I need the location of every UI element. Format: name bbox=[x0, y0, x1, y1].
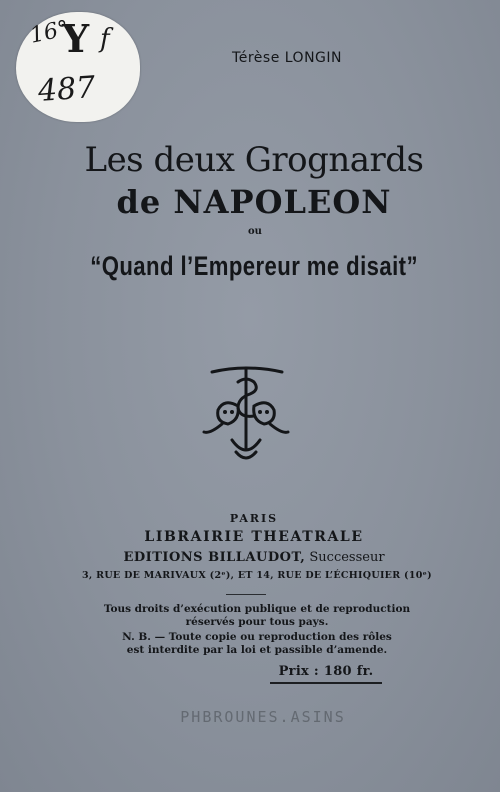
notice-line-1: N. B. — Toute copie ou reproduction des rôles bbox=[122, 631, 392, 643]
title-line-1: Les deux Grognards bbox=[84, 140, 424, 180]
theatre-masks-monogram-icon bbox=[198, 362, 294, 466]
library-label-mark-b: Y bbox=[62, 16, 90, 61]
rights-line-2: réservés pour tous pays. bbox=[185, 616, 329, 628]
library-label-shelfmark: 487 bbox=[36, 70, 97, 109]
price-label: Prix : 180 fr. bbox=[270, 664, 382, 684]
notice-line-2: est interdite par la loi et passible d’amende. bbox=[126, 644, 388, 656]
successor-name: EDITIONS BILLAUDOT, bbox=[123, 550, 306, 565]
library-label-mark-a: 16° bbox=[27, 16, 72, 49]
library-label-mark-c: f bbox=[100, 24, 110, 54]
title-line-2: de NAPOLEON bbox=[116, 183, 392, 221]
faded-stamp: PHBROUNES.ASINS bbox=[180, 708, 346, 726]
rights-line-1: Tous droits d’exécution publique et de reproduction bbox=[103, 603, 411, 615]
publisher-name: LIBRAIRIE THEATRALE bbox=[144, 529, 364, 545]
author-name: Térèse LONGIN bbox=[232, 50, 342, 66]
reproduction-notice bbox=[0, 631, 500, 657]
publisher-city: PARIS bbox=[229, 512, 279, 525]
successor-word: Successeur bbox=[309, 550, 385, 565]
publisher-successor bbox=[0, 550, 500, 565]
publisher-address: 3, RUE DE MARIVAUX (2ᵉ), ET 14, RUE DE L’ÉCHIQUIER (10ᵉ) bbox=[82, 570, 432, 581]
title-connector: ou bbox=[248, 226, 262, 237]
divider bbox=[226, 594, 266, 595]
subtitle: “Quand l’Empereur me disait” bbox=[90, 251, 418, 281]
rights-notice bbox=[0, 603, 500, 629]
